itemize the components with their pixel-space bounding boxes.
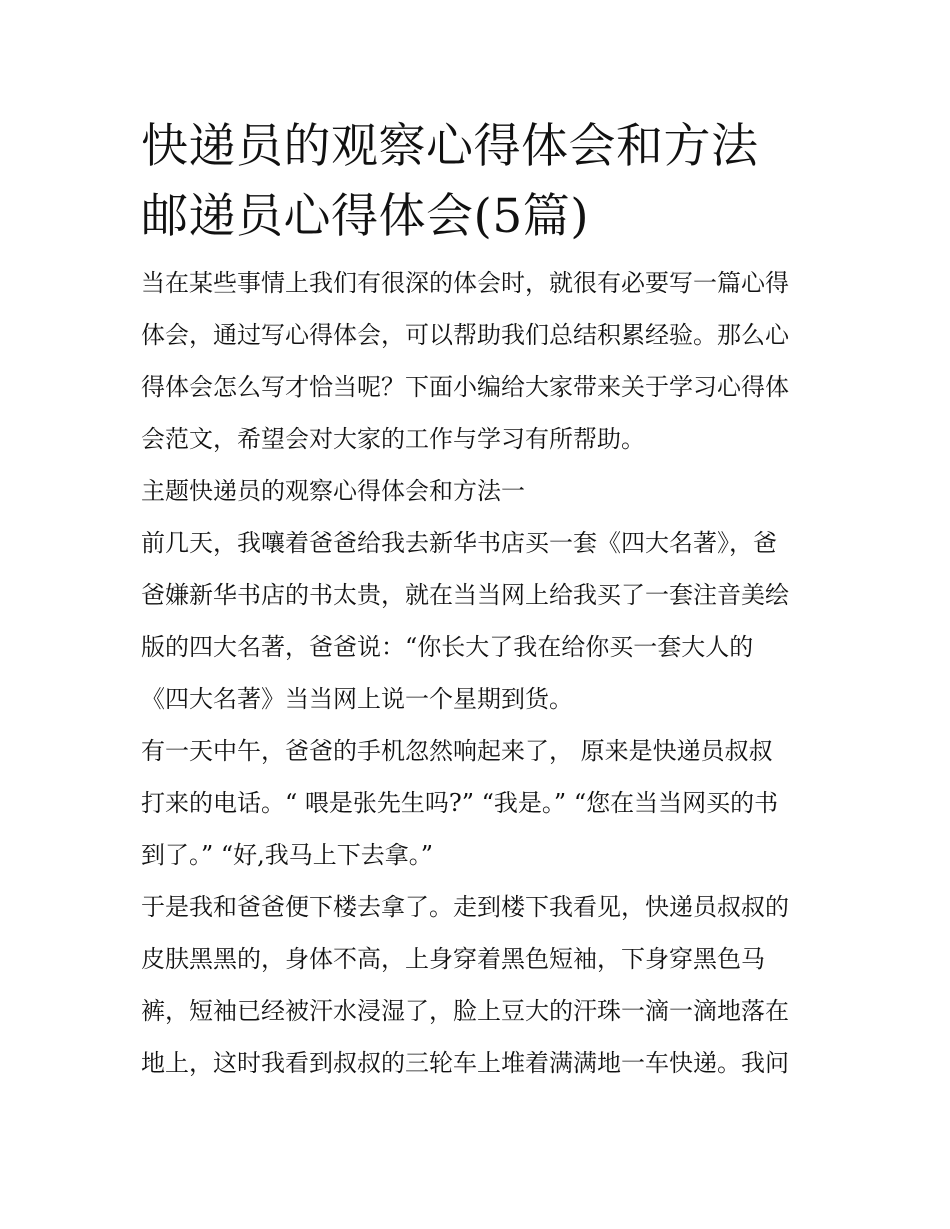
paragraph-courier bbox=[141, 892, 813, 1092]
text-line: 爸嫌新华书店的书太贵，就在当当网上给我买了一套注音美绘 bbox=[141, 581, 789, 609]
section-heading bbox=[141, 476, 813, 520]
text-line: 会范文，希望会对大家的工作与学习有所帮助。 bbox=[141, 425, 645, 453]
text-line: 当在某些事情上我们有很深的体会时，就很有必要写一篇心得 bbox=[141, 269, 789, 297]
text-line: 前几天，我嚷着爸爸给我去新华书店买一套《四大名著》，爸 bbox=[141, 529, 777, 557]
text-line: 主题快递员的观察心得体会和方法一 bbox=[141, 477, 525, 505]
paragraph-intro bbox=[141, 268, 813, 468]
title-line: 快递员的观察心得体会和方法 bbox=[141, 119, 759, 174]
text-line: 打来的电话。“ 喂是张先生吗?” “我是。” “您在当当网买的书 bbox=[141, 789, 779, 817]
document-title bbox=[141, 112, 813, 252]
text-line: 体会，通过写心得体会，可以帮助我们总结积累经验。那么心 bbox=[141, 321, 789, 349]
title-line: 邮递员心得体会(5篇) bbox=[141, 189, 590, 244]
text-line: 《四大名著》当当网上说一个星期到货。 bbox=[141, 685, 573, 713]
text-line: 得体会怎么写才恰当呢？下面小编给大家带来关于学习心得体 bbox=[141, 373, 789, 401]
document-body bbox=[141, 268, 813, 1092]
text-line: 于是我和爸爸便下楼去拿了。走到楼下我看见，快递员叔叔的 bbox=[141, 893, 789, 921]
document-page bbox=[141, 112, 813, 1100]
text-line: 有一天中午，爸爸的手机忽然响起来了， 原来是快递员叔叔 bbox=[141, 737, 773, 765]
text-line: 版的四大名著，爸爸说：“你长大了我在给你买一套大人的 bbox=[141, 633, 754, 661]
paragraph-bookstore bbox=[141, 528, 813, 728]
text-line: 到了。” “好,我马上下去拿。” bbox=[141, 841, 434, 869]
paragraph-phone-call bbox=[141, 736, 813, 884]
text-line: 裤，短袖已经被汗水浸湿了，脸上豆大的汗珠一滴一滴地落在 bbox=[141, 997, 789, 1025]
text-line: 地上，这时我看到叔叔的三轮车上堆着满满地一车快递。我问 bbox=[141, 1049, 789, 1077]
text-line: 皮肤黑黑的，身体不高，上身穿着黑色短袖，下身穿黑色马 bbox=[141, 945, 765, 973]
